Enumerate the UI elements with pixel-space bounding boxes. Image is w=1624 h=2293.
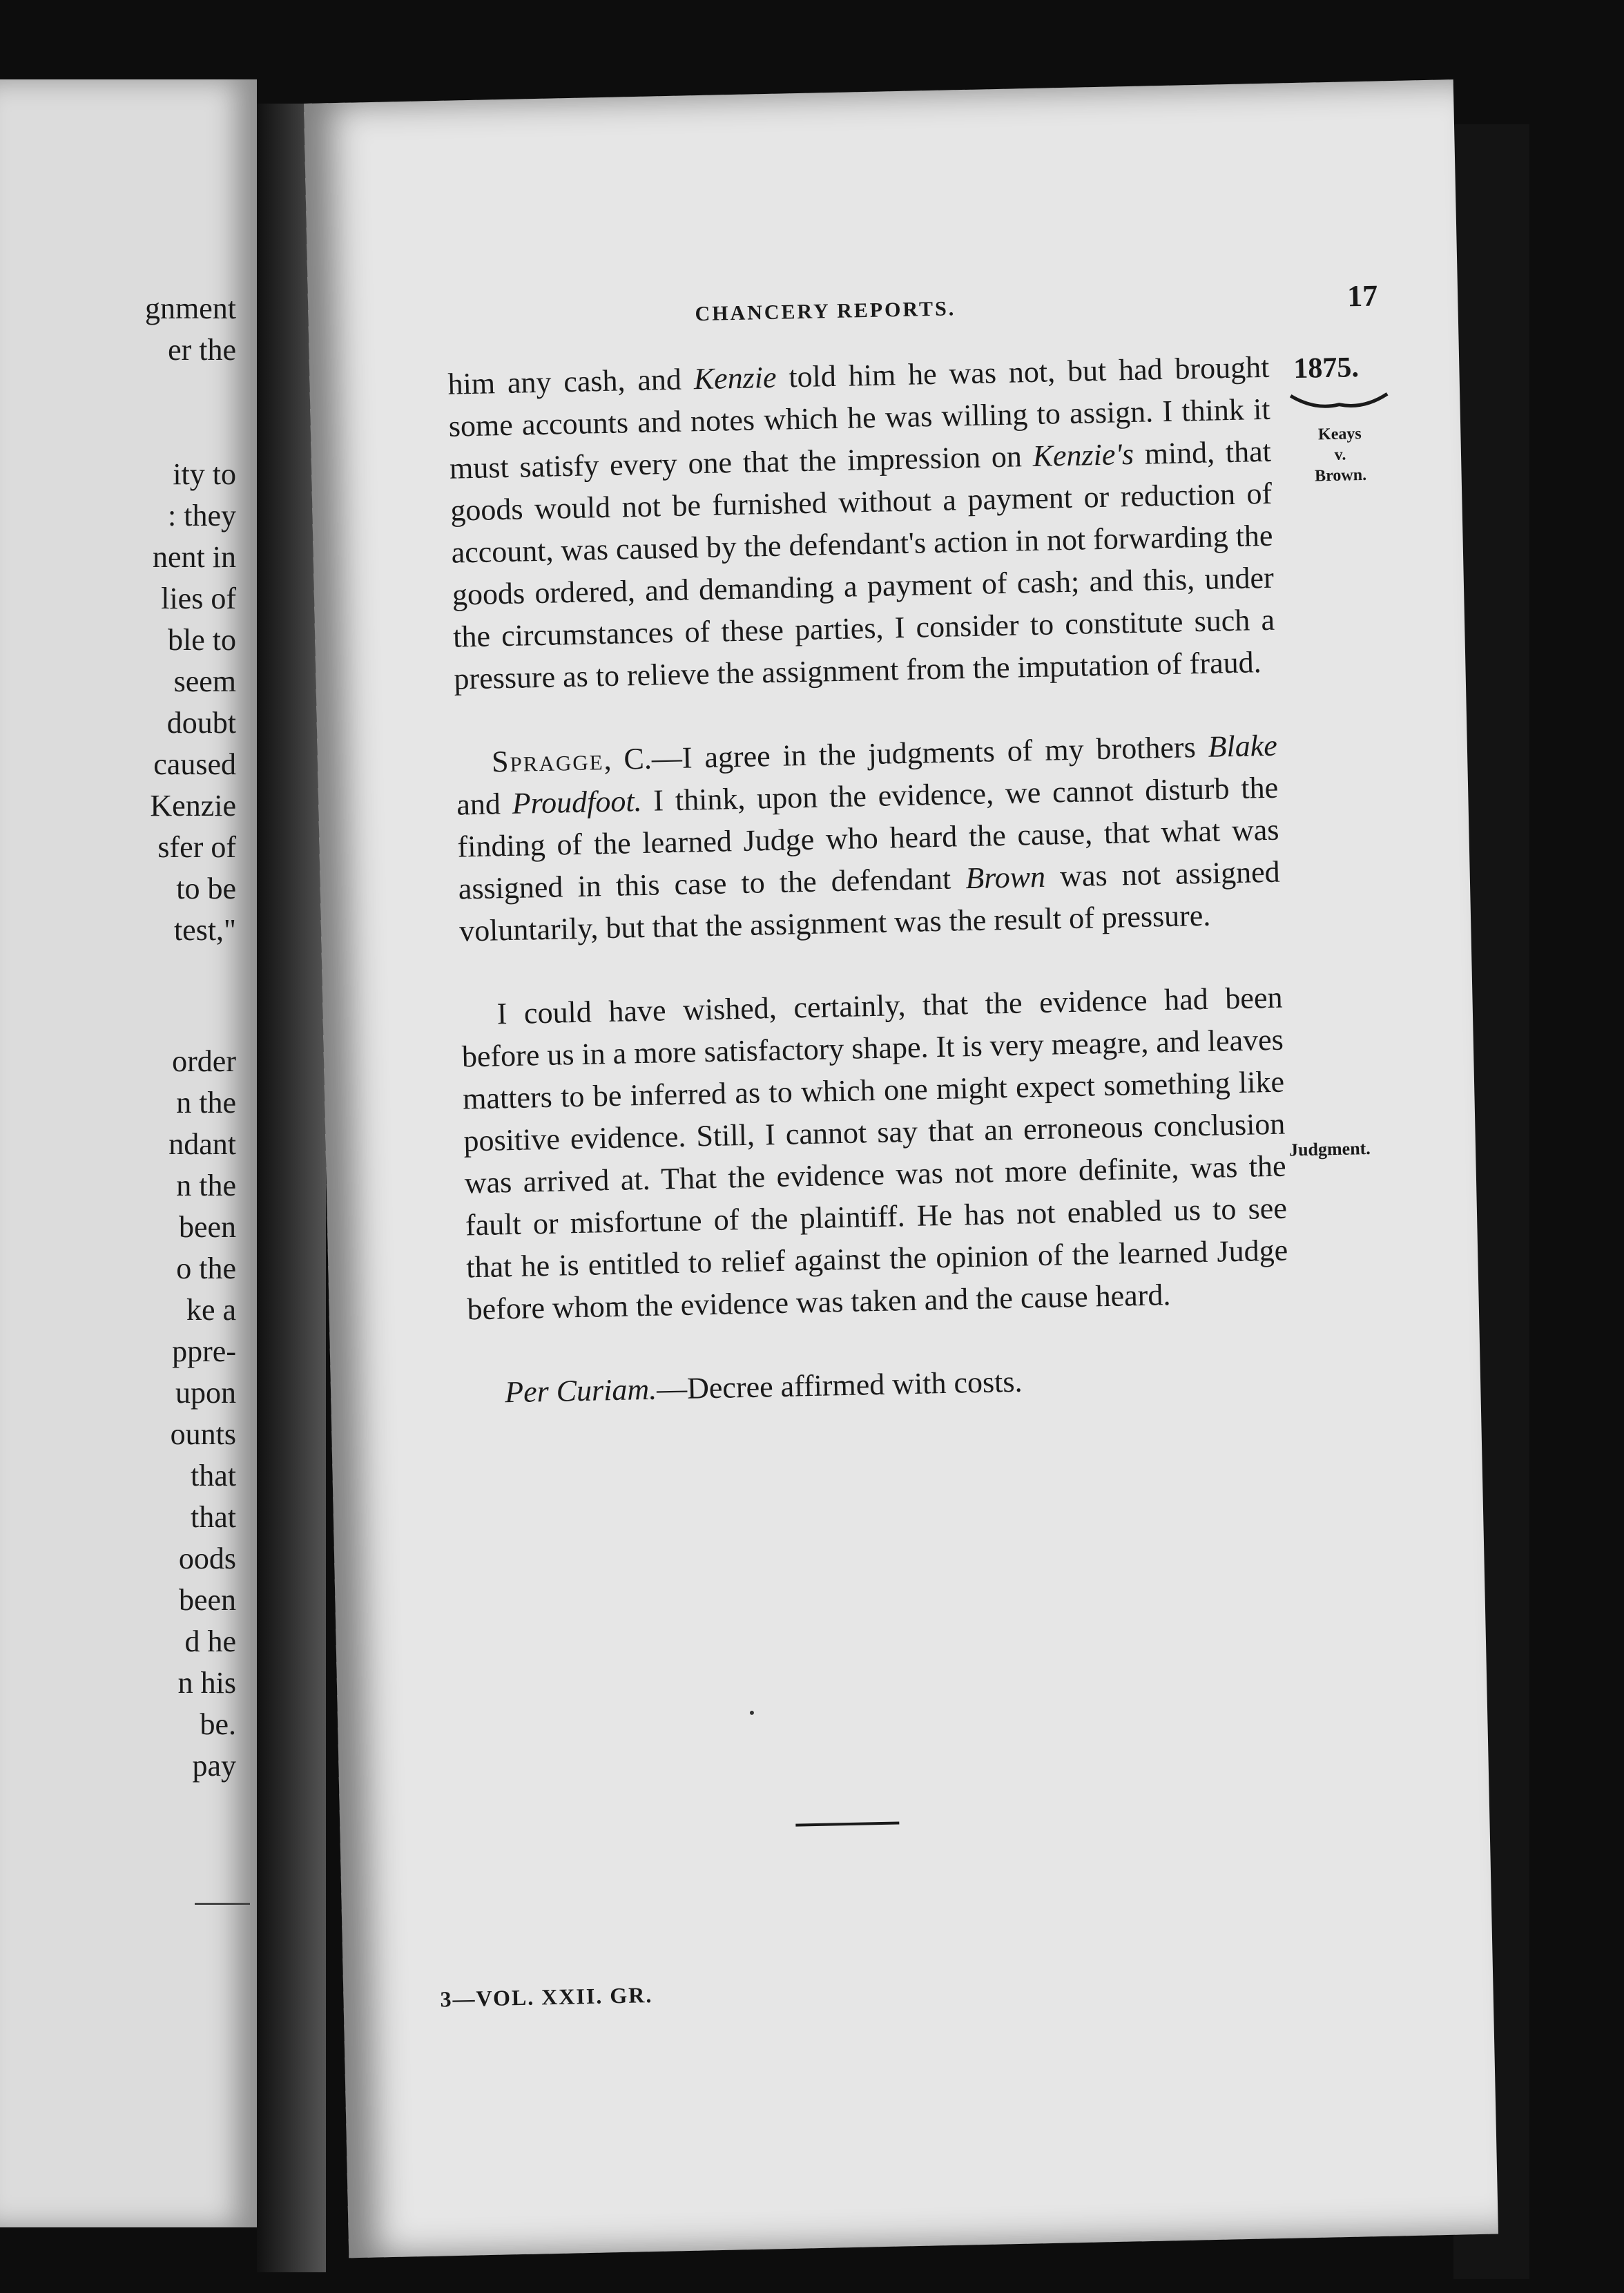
italic-name: Brown — [965, 859, 1046, 896]
italic-name: Kenzie's — [1032, 436, 1134, 473]
case-plaintiff: Keays — [1317, 425, 1362, 444]
left-page-line: seem — [173, 664, 236, 698]
left-page-line: test," — [173, 913, 236, 947]
left-page-line: upon — [175, 1376, 236, 1410]
left-page-line: order — [172, 1044, 236, 1078]
left-page-line: sfer of — [157, 830, 236, 864]
left-page-line: : they — [168, 499, 236, 533]
margin-case-name — [1291, 423, 1389, 487]
left-page-line: be. — [200, 1707, 236, 1741]
left-page-line: doubt — [166, 706, 236, 740]
left-page-line: been — [178, 1583, 236, 1617]
left-page-line: n the — [176, 1169, 236, 1202]
paragraph-per-curiam — [469, 1354, 1291, 1414]
text-run: was not assigned voluntarily, but that the assignment was the result of pressure. — [458, 854, 1281, 948]
left-page-line: been — [178, 1210, 236, 1244]
left-page-line: n his — [177, 1666, 236, 1700]
ink-speck — [750, 1711, 754, 1715]
left-page-line: gnment — [145, 291, 236, 325]
case-defendant: Brown. — [1314, 466, 1367, 486]
left-page-line: ppre- — [172, 1334, 236, 1368]
left-page-line: Kenzie — [150, 789, 236, 823]
margin-judgment-label: Judgment. — [1288, 1138, 1371, 1160]
left-page-line: d he — [184, 1624, 236, 1658]
page-body — [447, 346, 1292, 1456]
left-page-line: ndant — [168, 1127, 236, 1161]
text-run: —Decree affirmed with costs. — [656, 1364, 1023, 1406]
left-page-line: ity to — [173, 457, 236, 491]
case-versus: v. — [1334, 445, 1346, 464]
left-page-line: er the — [168, 333, 236, 367]
left-page-line: ble to — [168, 623, 236, 657]
text-run: I think, upon the evidence, we cannot disturb the finding of the learned Judge who heard the cause, that what was assigned in this case to the defendant — [457, 770, 1279, 906]
judge-name: Spragge — [491, 742, 604, 779]
main-page — [304, 79, 1498, 2258]
left-page-line: oods — [178, 1542, 236, 1575]
running-title: CHANCERY REPORTS. — [695, 297, 956, 326]
text-run: him any cash, and — [447, 362, 695, 401]
closing-rule — [795, 1821, 899, 1826]
text-run: , C.—I agree in the judgments of my brothers — [603, 729, 1209, 777]
printer-signature: 3—VOL. XXII. GR. — [440, 1982, 653, 2012]
left-page-line: to be — [176, 872, 236, 905]
brace-icon — [1287, 388, 1391, 418]
left-page-line: o the — [176, 1251, 236, 1285]
left-page-rule — [195, 1903, 250, 1905]
left-page-line: pay — [192, 1749, 236, 1783]
margin-year: 1875. — [1293, 352, 1360, 385]
italic-name: Kenzie — [693, 360, 777, 396]
left-page-line: nent in — [153, 540, 236, 574]
paragraph-spragge — [455, 725, 1281, 952]
text-run: told him he was not, but had brought some accounts and notes which he was willing to assign. I think it must satisfy every one that the impression on — [448, 349, 1271, 486]
italic-name: Blake — [1208, 728, 1278, 764]
text-run: mind, that goods would not be furnished without a payment or reduction of account, was caused by the defendant's action in not forwarding the goods ordered, and demanding a payment of cash; and this, under the circumstances of these parties, I consider to constitute such a pressure as to relieve the assignment from the imputation of fraud. — [450, 434, 1275, 696]
left-page-line: n the — [176, 1086, 236, 1120]
italic-name: Proudfoot. — [512, 783, 643, 821]
left-facing-page — [0, 79, 257, 2227]
paragraph-judgment — [461, 977, 1289, 1331]
left-page-line: that — [191, 1500, 236, 1534]
left-page-line: lies of — [161, 582, 236, 615]
left-page-line: caused — [153, 747, 236, 781]
left-page-line: ounts — [170, 1417, 236, 1451]
text-run: I could have wished, certainly, that the evidence had been before us in a more satisfactory shape. It is very meagre, and leaves matters to be inferred as to which one might expect something like positive evidence. Still, I cannot say that an erroneous conclusion was arrived at. That the evidence was not more definite, was the fault or misfortune of the plaintiff. He has not enabled us to see that he is entitled to relief against the opinion of the learned Judge before whom the evidence was taken and the cause heard. — [461, 980, 1288, 1327]
left-page-line: that — [191, 1459, 236, 1493]
italic-phrase: Per Curiam. — [504, 1372, 657, 1410]
paragraph-continuation — [447, 346, 1276, 700]
text-run: and — [456, 786, 513, 822]
page-number: 17 — [1346, 278, 1378, 314]
left-page-line: ke a — [186, 1293, 236, 1327]
